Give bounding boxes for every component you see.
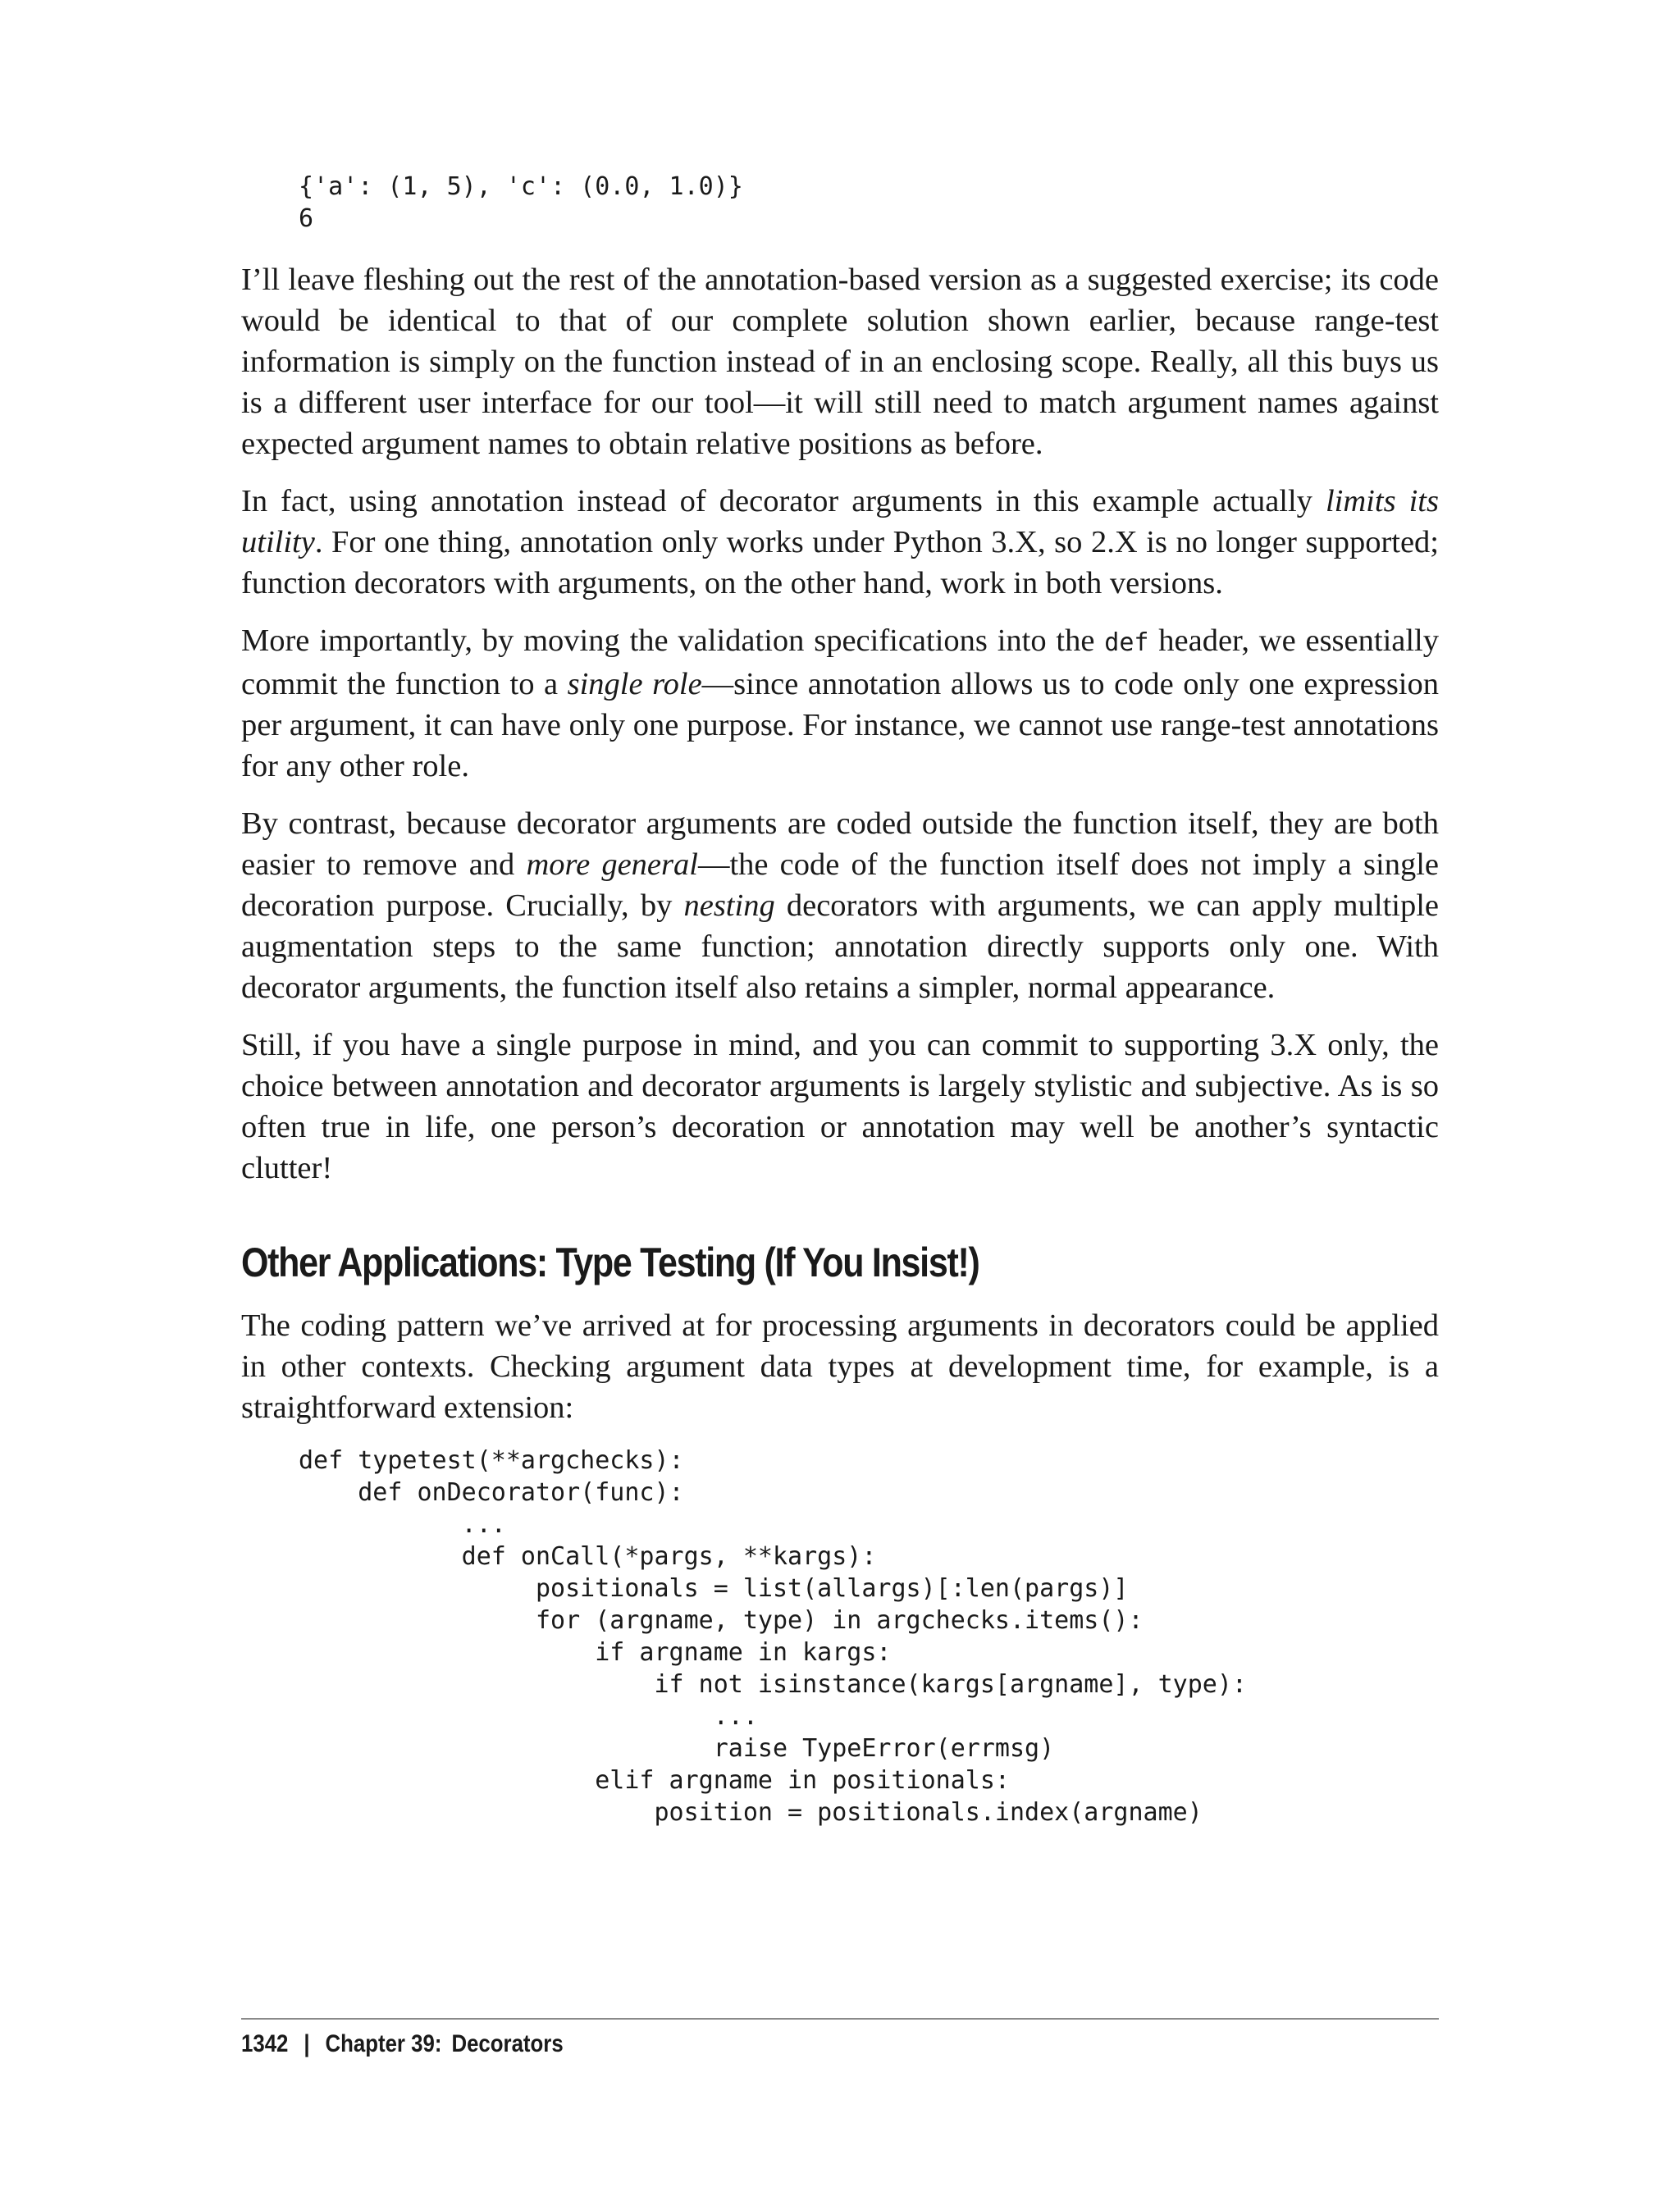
page-number: 1342 [241,2030,289,2057]
paragraph-contrast-text-2: —the code of the function itself does not imply a single decoration purpose. Crucially, by [241,847,1439,923]
paragraph-stylistic: Still, if you have a single purpose in mind, and you can commit to supporting 3.X only, the choice between annotation and decorator arguments is largely stylistic and subjective. As is so often true in life, one person’s decoration or annotation may well be another’s syntactic clutter! [241,1028,1439,1185]
emphasis-single-role: single role [567,667,702,701]
paragraph-single-role-text-2: header, we essentially commit the function to a [241,623,1440,701]
emphasis-more-general: more general [526,847,698,882]
chapter-label: Chapter 39: [325,2030,442,2057]
paragraph-limits-text-2: . For one thing, annotation only works under Python 3.X, so 2.X is no longer supported; function decorators with arguments, on the other hand, work in both versions. [241,525,1439,600]
inline-code-def: def [1104,628,1149,657]
footer-divider [241,2018,1439,2020]
paragraph-type-testing: The coding pattern we’ve arrived at for processing arguments in decorators could be applied in other contexts. Checking argument data types at development time, for example, is a straightforward extension: [241,1308,1439,1425]
paragraph-contrast [241,803,1439,1008]
emphasis-nesting: nesting [683,888,775,923]
emphasis-limits-its-utility: limits its utility [241,484,1439,559]
paragraph-single-role-text-3: —since annotation allows us to code only one expression per argument, it can have only one purpose. For instance, we cannot use range-test annotations for any other role. [241,667,1439,783]
page-body [241,171,1439,1828]
chapter-title: Decorators [451,2030,564,2057]
paragraph-limits [241,481,1439,604]
code-typetest-block: def typetest(**argchecks): def onDecorator(func): ... def onCall(*pargs, **kargs): positionals = list(allargs)[:len(pargs)] for (argname, type) in argchecks.items(): if argname in kargs: if not isinstance(kargs[argname], type): ... raise TypeError(errmsg) elif argname in positionals: position = positionals.index(argname) [299,1446,1247,1827]
paragraph-exercise: I’ll leave fleshing out the rest of the annotation-based version as a suggested exercise; its code would be identical to that of our complete solution shown earlier, because range-test information is simply on the function instead of in an enclosing scope. Really, all this buys us is a different user interface for our tool—it will still need to match argument names against expected argument names to obtain relative positions as before. [241,262,1439,461]
paragraph-contrast-text-1: By contrast, because decorator arguments are coded outside the function itself, they are both easier to remove and [241,806,1439,882]
page-footer [241,2028,564,2061]
paragraph-contrast-text-3: decorators with arguments, we can apply multiple augmentation steps to the same function; annotation directly supports only one. With decorator arguments, the function itself also retains a simpler, normal appearance. [241,888,1439,1005]
section-heading: Other Applications: Type Testing (If You Insist!) [241,1239,979,1285]
code-output-block: {'a': (1, 5), 'c': (0.0, 1.0)} 6 [299,172,743,233]
paragraph-limits-text-1: In fact, using annotation instead of decorator arguments in this example actually [241,484,1326,518]
footer-separator: | [304,2030,310,2057]
paragraph-single-role-text-1: More importantly, by moving the validation specifications into the [241,623,1105,658]
paragraph-single-role [241,620,1439,787]
